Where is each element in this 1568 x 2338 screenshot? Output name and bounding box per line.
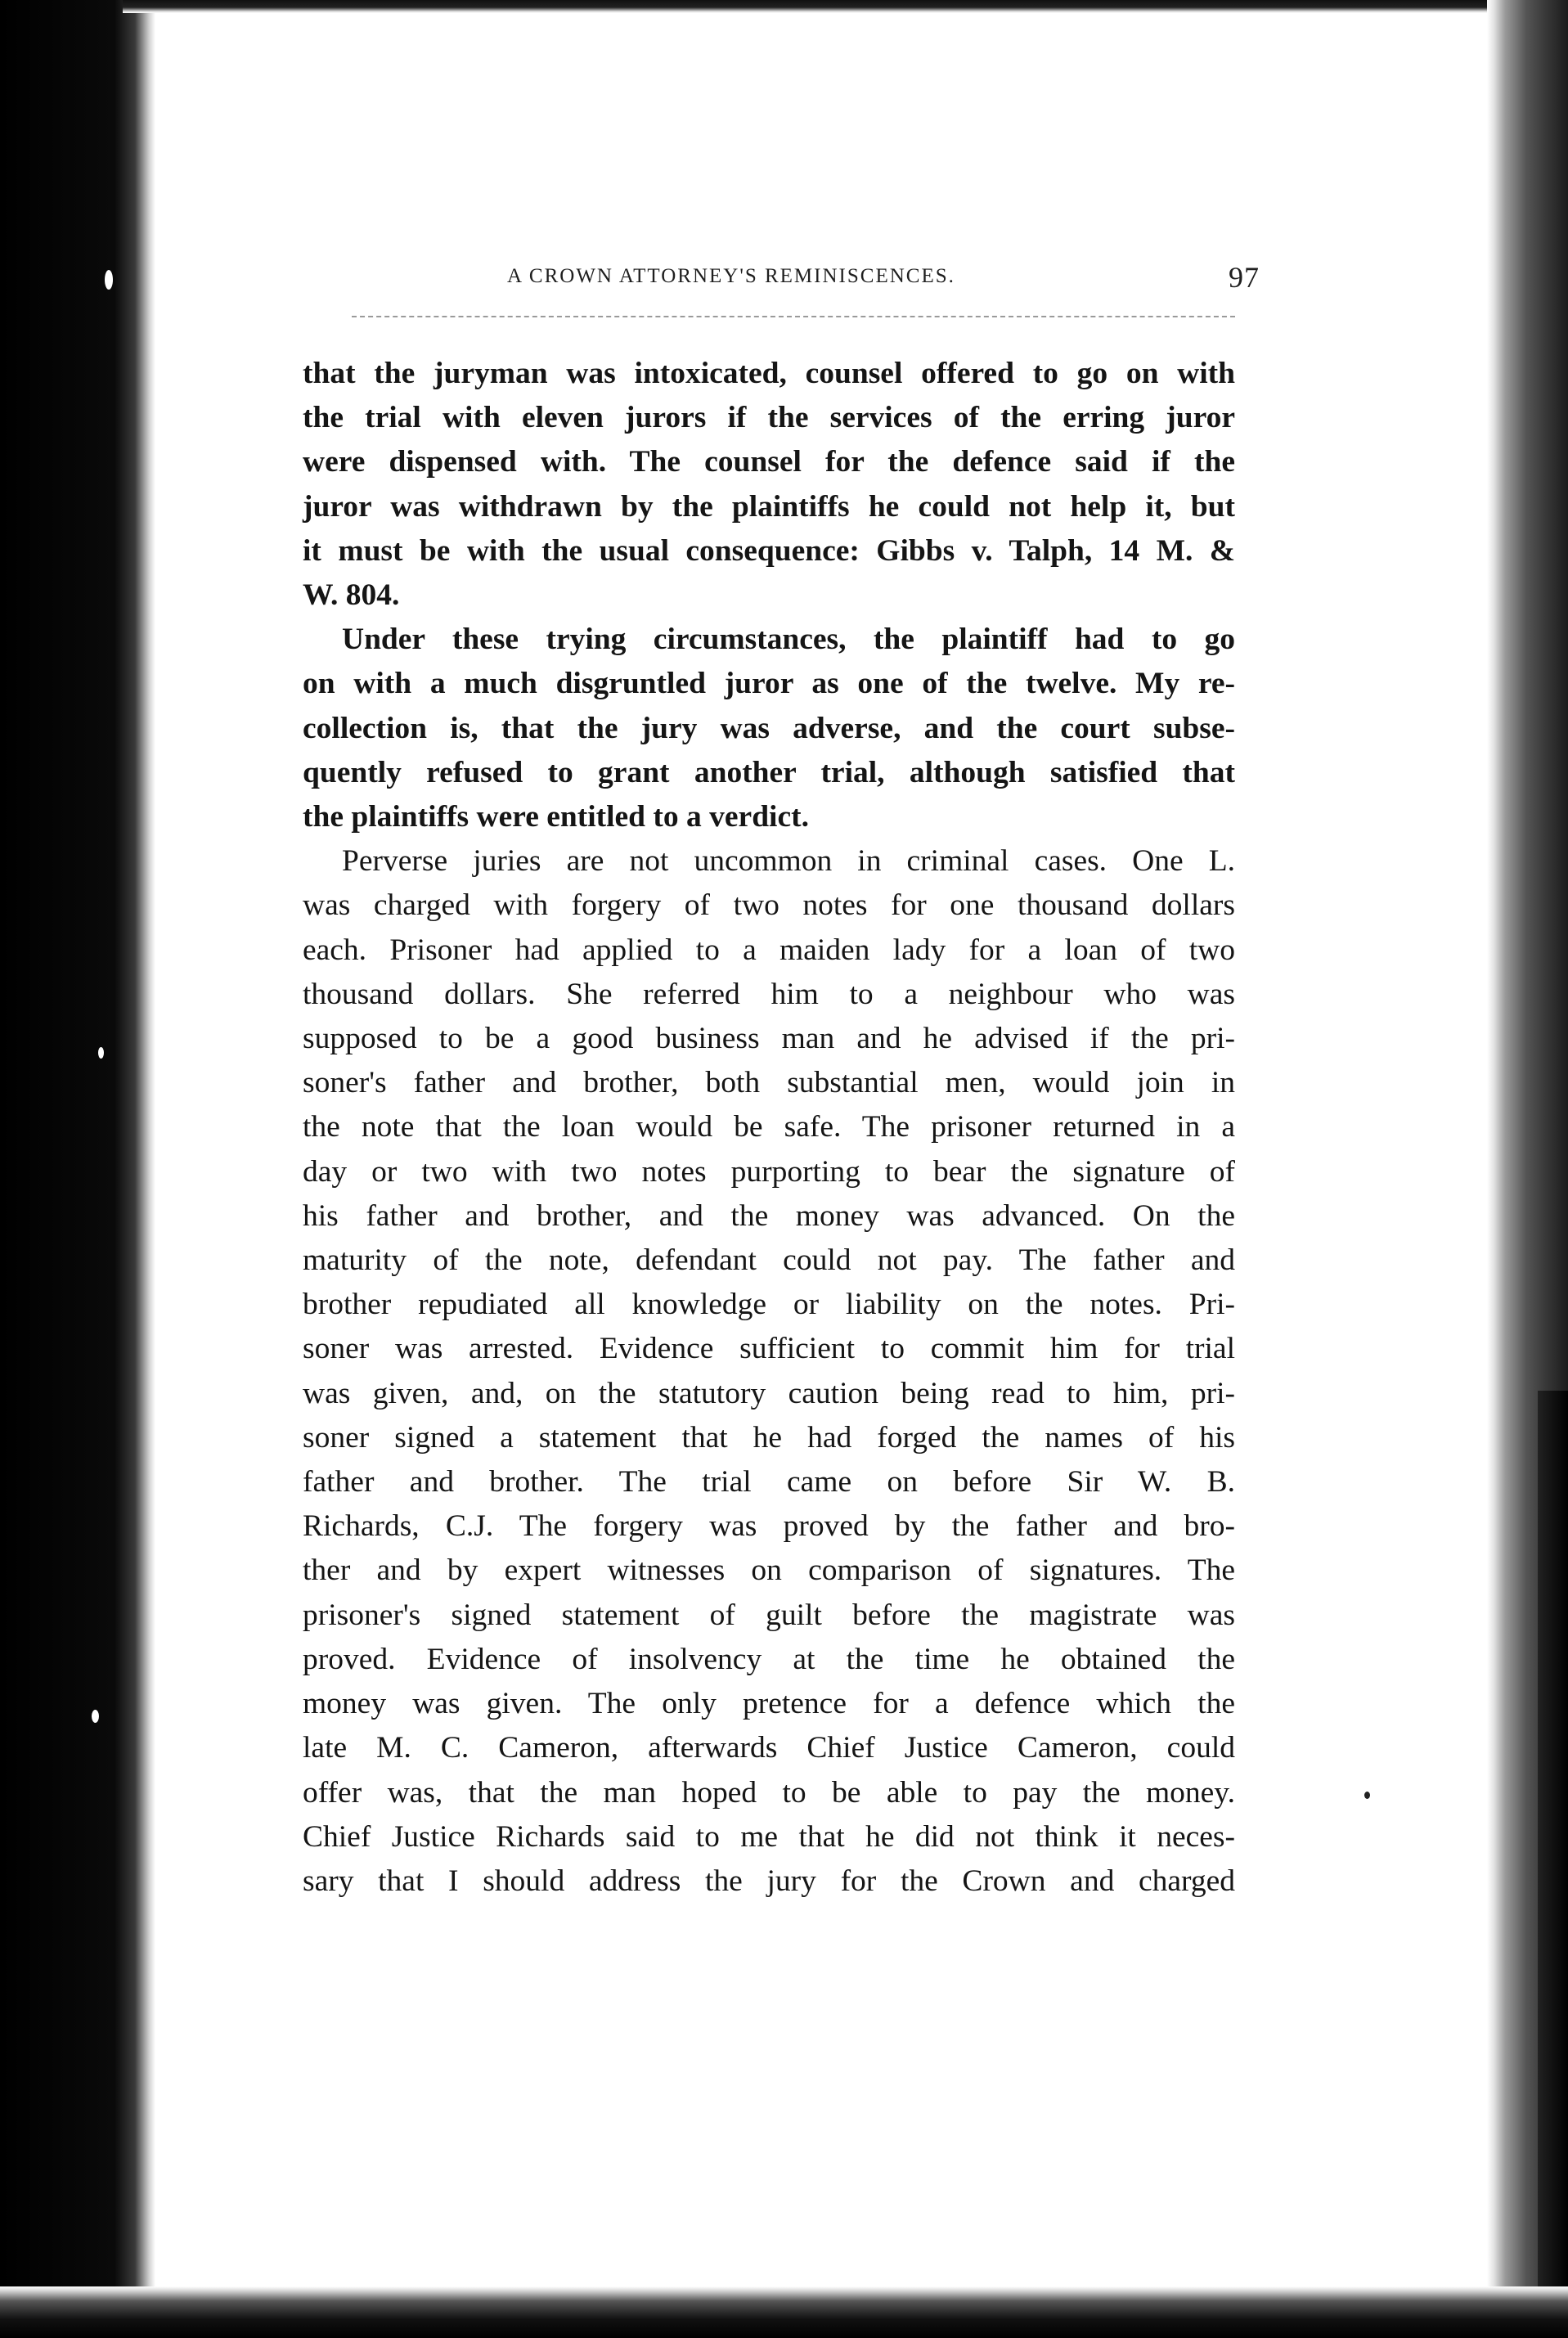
text-line: Chief Justice Richards said to me that he did not think it neces- bbox=[303, 1819, 1235, 1854]
text-line: the plaintiffs were entitled to a verdict. bbox=[303, 800, 809, 834]
page-number: 97 bbox=[1229, 261, 1260, 294]
text-line: father and brother. The trial came on before Sir W. B. bbox=[303, 1465, 1235, 1499]
scan-speck bbox=[92, 1710, 99, 1723]
text-line: W. 804. bbox=[303, 578, 400, 613]
text-line: each. Prisoner had applied to a maiden lady for a loan of two bbox=[303, 933, 1235, 967]
header-rule bbox=[352, 316, 1235, 317]
text-line: quently refused to grant another trial, although satisfied that bbox=[303, 755, 1235, 789]
text-line: it must be with the usual consequence: Gibbs v. Talph, 14 M. & bbox=[303, 533, 1235, 568]
text-line: was given, and, on the statutory caution being read to him, pri- bbox=[303, 1376, 1235, 1410]
bottom-scan-border bbox=[0, 2286, 1568, 2338]
text-line: supposed to be a good business man and he advised if the pri- bbox=[303, 1022, 1235, 1056]
text-line: collection is, that the jury was adverse, and the court subse- bbox=[303, 711, 1235, 745]
text-line: the note that the loan would be safe. The prisoner returned in a bbox=[303, 1110, 1235, 1144]
text-line: the trial with eleven jurors if the services of the erring juror bbox=[303, 401, 1235, 435]
text-line: was charged with forgery of two notes for one thousand dollars bbox=[303, 888, 1235, 923]
paragraph-2 bbox=[303, 618, 1235, 839]
text-line: brother repudiated all knowledge or liability on the notes. Pri- bbox=[303, 1288, 1235, 1322]
text-line: juror was withdrawn by the plaintiffs he could not help it, but bbox=[303, 489, 1235, 524]
text-line: Perverse juries are not uncommon in criminal cases. One L. bbox=[342, 844, 1235, 879]
text-line: on with a much disgruntled juror as one of the twelve. My re- bbox=[303, 667, 1235, 701]
text-line: his father and brother, and the money was advanced. On the bbox=[303, 1198, 1235, 1233]
text-line: soner signed a statement that he had forged the names of his bbox=[303, 1420, 1235, 1455]
paragraph-1 bbox=[303, 352, 1235, 618]
text-line: ther and by expert witnesses on comparison of signatures. The bbox=[303, 1553, 1235, 1588]
scan-speck bbox=[105, 270, 113, 290]
text-line: Richards, C.J. The forgery was proved by the father and bro- bbox=[303, 1509, 1235, 1544]
text-line: prisoner's signed statement of guilt before the magistrate was bbox=[303, 1598, 1235, 1632]
text-line: maturity of the note, defendant could not pay. The father and bbox=[303, 1243, 1235, 1278]
text-line: thousand dollars. She referred him to a neighbour who was bbox=[303, 977, 1235, 1011]
top-scan-border bbox=[123, 0, 1505, 13]
text-line: sary that I should address the jury for the Crown and charged bbox=[303, 1864, 1235, 1898]
text-line: soner's father and brother, both substantial men, would join in bbox=[303, 1066, 1235, 1100]
paragraph-3 bbox=[303, 839, 1235, 1904]
running-header bbox=[303, 260, 1260, 293]
right-dark-band bbox=[1538, 1391, 1568, 2338]
scan-speck bbox=[98, 1047, 104, 1059]
stray-ink-mark bbox=[1364, 1792, 1370, 1799]
text-line: late M. C. Cameron, afterwards Chief Justice Cameron, could bbox=[303, 1731, 1235, 1765]
running-title: A CROWN ATTORNEY'S REMINISCENCES. bbox=[507, 265, 955, 287]
text-line: money was given. The only pretence for a defence which the bbox=[303, 1687, 1235, 1721]
text-line: offer was, that the man hoped to be able to pay the money. bbox=[303, 1775, 1235, 1810]
text-line: that the juryman was intoxicated, counsel offered to go on with bbox=[303, 357, 1235, 390]
text-line: soner was arrested. Evidence sufficient to commit him for trial bbox=[303, 1332, 1235, 1366]
text-line: were dispensed with. The counsel for the defence said if the bbox=[303, 445, 1235, 479]
text-column bbox=[303, 352, 1235, 1904]
text-line: day or two with two notes purporting to bear the signature of bbox=[303, 1154, 1235, 1189]
left-binding-shadow bbox=[0, 0, 155, 2338]
text-line: Under these trying circumstances, the plaintiff had to go bbox=[342, 623, 1235, 657]
text-line: proved. Evidence of insolvency at the time he obtained the bbox=[303, 1642, 1235, 1676]
